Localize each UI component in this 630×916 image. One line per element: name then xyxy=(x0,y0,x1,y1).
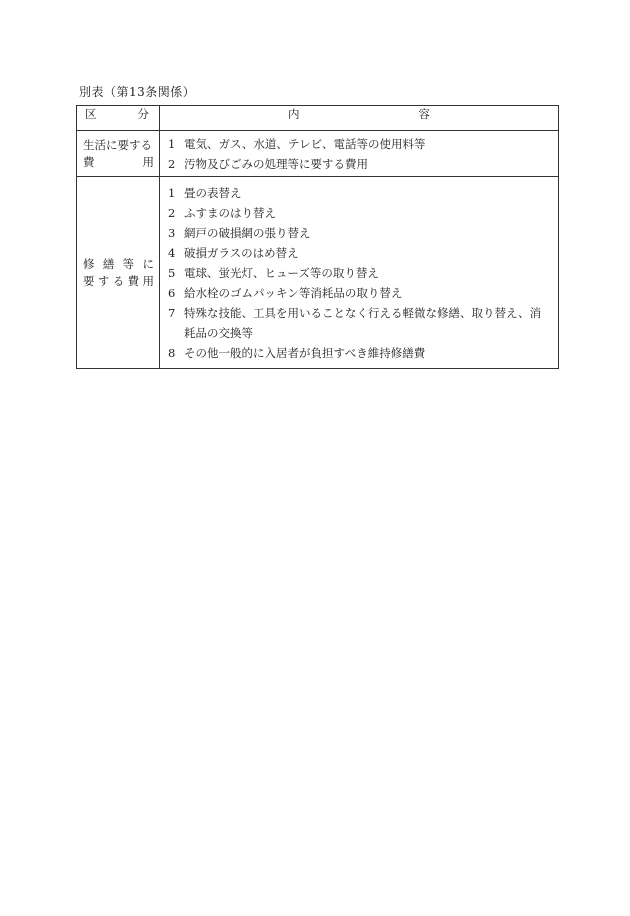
item-number: 1 xyxy=(168,186,176,200)
item-number: 8 xyxy=(168,346,176,360)
category-text: 用 xyxy=(142,273,154,288)
item-number: 5 xyxy=(168,266,176,280)
item-text: 畳の表替え xyxy=(184,186,242,200)
item-list xyxy=(160,131,558,176)
list-item xyxy=(168,203,552,223)
item-text: その他一般的に入居者が負担すべき維持修繕費 xyxy=(184,346,426,360)
list-item xyxy=(168,283,552,303)
category-text: 費 xyxy=(83,154,95,169)
header-category-char: 区 xyxy=(85,107,97,121)
item-text: 電球、蛍光灯、ヒューズ等の取り替え xyxy=(184,266,379,280)
category-text: す xyxy=(97,273,110,288)
category-text: 生活に要する xyxy=(83,137,152,152)
item-number: 2 xyxy=(168,206,176,220)
item-text: 特殊な技能、工具を用いることなく行える軽微な修繕、取り替え、消耗品の交換等 xyxy=(184,306,542,340)
table-row xyxy=(77,131,559,177)
item-text: 給水栓のゴムパッキン等消耗品の取り替え xyxy=(184,286,403,300)
header-content-char: 容 xyxy=(418,107,430,121)
item-list xyxy=(160,177,558,368)
list-item xyxy=(168,303,552,343)
list-item xyxy=(168,263,552,283)
category-text: る xyxy=(112,273,125,288)
category-text: に xyxy=(142,256,154,271)
table-caption: 別表（第13条関係） xyxy=(79,85,196,99)
item-number: 4 xyxy=(168,246,176,260)
header-category-char: 分 xyxy=(137,107,149,121)
list-item xyxy=(168,134,552,154)
table-row xyxy=(77,177,559,369)
category-text: 等 xyxy=(122,256,135,271)
item-number: 7 xyxy=(168,306,176,320)
item-text: 電気、ガス、水道、テレビ、電話等の使用料等 xyxy=(184,137,426,151)
category-text: 用 xyxy=(142,154,154,169)
item-number: 3 xyxy=(168,226,176,240)
category-line xyxy=(83,273,154,290)
list-item xyxy=(168,183,552,203)
item-text: ふすまのはり替え xyxy=(184,206,276,220)
header-content xyxy=(160,106,559,131)
list-item xyxy=(168,223,552,243)
category-line xyxy=(83,137,154,154)
expense-table xyxy=(76,105,559,369)
category-text: 要 xyxy=(83,273,95,288)
item-number: 1 xyxy=(168,137,176,151)
category-text: 費 xyxy=(127,273,140,288)
table-header-row xyxy=(77,106,559,131)
content-cell xyxy=(160,131,559,177)
category-cell xyxy=(77,177,160,369)
item-text: 網戸の破損網の張り替え xyxy=(184,226,311,240)
category-cell xyxy=(77,131,160,177)
category-text: 繕 xyxy=(102,256,115,271)
header-content-char: 内 xyxy=(288,107,300,121)
list-item xyxy=(168,243,552,263)
category-line xyxy=(83,256,154,273)
item-number: 6 xyxy=(168,286,176,300)
list-item xyxy=(168,154,552,174)
header-category xyxy=(77,106,160,131)
item-text: 破損ガラスのはめ替え xyxy=(184,246,299,260)
content-cell xyxy=(160,177,559,369)
category-text: 修 xyxy=(83,256,95,271)
item-text: 汚物及びごみの処理等に要する費用 xyxy=(184,157,368,171)
list-item xyxy=(168,343,552,363)
category-line xyxy=(83,154,154,171)
item-number: 2 xyxy=(168,157,176,171)
